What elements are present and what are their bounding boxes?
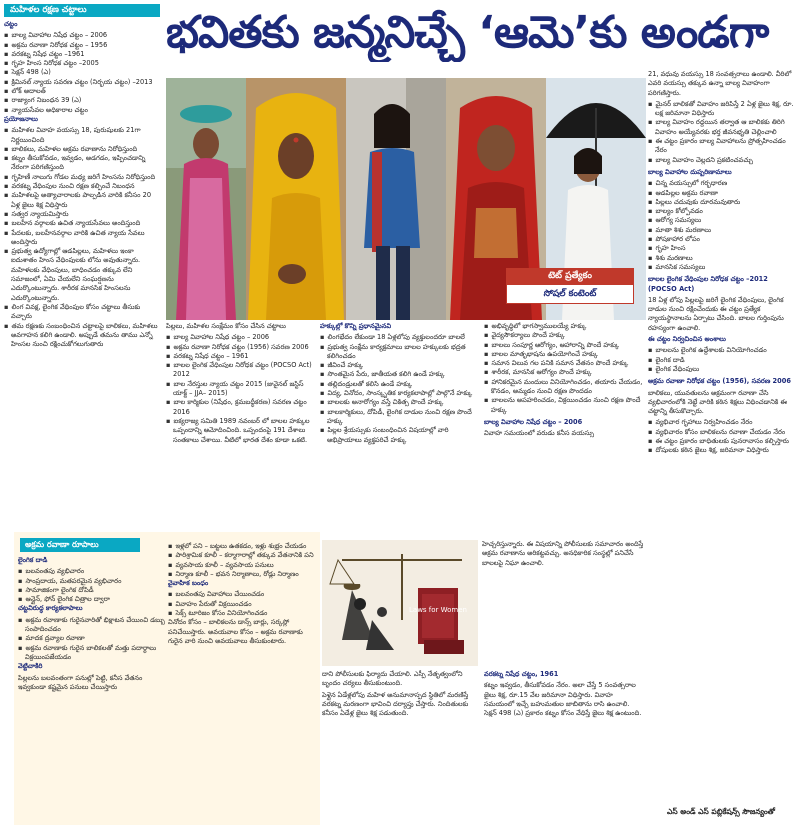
entertainment-organs-text: వినోదం కోసం – బాలికలను డాన్స్ బార్లు, సర్కస్లో పనిచేయిస్తారు. అవయవాల కోసం – అక్రమ రవాణాకు గురైన వారి నుంచి అవయవాలు తీసుకుంటారు. bbox=[168, 618, 303, 645]
welfare-law-list bbox=[166, 333, 316, 445]
list-item: ▪ పిల్లల శ్రేయస్సుకు సంబంధించిన విషయాల్లో వారి అభిప్రాయాలు వ్యక్తపరిచే హక్కు bbox=[320, 426, 480, 445]
photo-young-woman bbox=[346, 78, 446, 320]
rights-heading: హక్కుల్లో కొన్ని ప్రధానమైనవి bbox=[320, 322, 392, 330]
list-item: ▪ అభివృద్ధిలో భాగస్వాములయ్యే హక్కు bbox=[484, 322, 644, 331]
list-item: ▪ ప్రభుత్వ ఉద్యోగాల్లో ఆడపిల్లలు, మహిళలు ఇంకా ఐదుశాతం హింస వేధింపులకు లోను అవుతున్నారు. మహిళలకు వేధింపులు, బాధించడం తక్కువ లేని సమాజంలో, ఏమి చేయలేని సంఘర్షణను ఎదుర్కొంటున్నారు. శారీరక మానసిక హింసలను ఎదుర్కొంటున్నారు. bbox=[4, 247, 160, 303]
credit-line: ఎస్ అండ్ ఎస్ పబ్లికేషన్స్ సౌజన్యంతో bbox=[666, 807, 775, 816]
list-item: ▪ పారిశ్రామిక కూలీ – కర్మాగారాల్లో తక్కువ వేతనానికి పని bbox=[168, 551, 318, 560]
list-item: ▪ అక్రమ రవాణా నిరోధక చట్టం – 1956 bbox=[4, 41, 160, 50]
list-item: ▪ లింగభేదం లేకుండా 18 ఏళ్లలోపు వ్యక్తులందరూ బాలలే bbox=[320, 333, 480, 342]
list-item: ▪ న్యాయసేవల అధికారాల చట్టం bbox=[4, 106, 160, 115]
list-item: ▪ తమ రక్షణకు సంబంధించిన చట్టాలపై బాలికలు, మహిళలు అవగాహన కలిగి ఉండాలి. అప్పుడే తమను తాము ఎన్నో హింసల నుంచి రక్షించుకోగలుగుతారు bbox=[4, 322, 160, 350]
list-item: ▪ అక్రమ రవాణాకు గురైనవారితో భిక్షాటన చేయించి డబ్బు సంపాదించడం bbox=[18, 616, 166, 635]
list-item: ▪ మహిళలపై అత్యాచారాలకు పాల్పడిన వారికి కనీసం 20 ఏళ్ల జైలు శిక్ష విధిస్తారు bbox=[4, 191, 160, 210]
list-item: ▪ విద్య, వినోదం, సాంస్కృతిక కార్యకలాపాల్లో పాల్గొనే హక్కు bbox=[320, 389, 480, 398]
list-item: ▪ లింగ వివక్ష, లైంగిక వేధింపుల కోసం చట్టాలు తీసుకు వచ్చారు bbox=[4, 303, 160, 322]
extra-text: పెళ్లైన ఏడేళ్లలోపు మహిళ అనుమానాస్పద స్థితిలో మరణిస్తే వరకట్న మరణంగా భావించి దర్యాప్తు చేస్తారు. నిందితులకు కనీసం ఏడేళ్ల జైలు శిక్ష పడుతుంది. bbox=[322, 690, 469, 718]
list-item: ▪ బాల నేరస్తుల న్యాయ చట్టం 2015 (జువైనల్ జస్టిస్ యాక్ట్ – JJA– 2015) bbox=[166, 380, 316, 399]
list-item: ▪ మానసిక సమస్యలు bbox=[648, 263, 796, 272]
child-marriage-text: వివాహ సమయంలో వరుడు కనీస వయస్సు bbox=[484, 429, 595, 438]
list-item: ▪ అక్రమ రవాణాకు గురైన బాలికలతో మత్తు పదార్థాలు విక్రయింపజేయడం bbox=[18, 644, 166, 663]
column-5 bbox=[648, 70, 796, 802]
illegal-activities-list bbox=[18, 616, 166, 662]
list-item: ▪ బాలకార్మికులు, దోపిడీ, లైంగిక దాడుల నుంచి రక్షణ పొందే హక్కు bbox=[320, 408, 480, 427]
dowry-act-text: కట్నం ఇవ్వడం, తీసుకోవడం నేరం. అలా చేస్తే 5 సంవత్సరాల జైలు శిక్ష, రూ.15 వేల జరిమానా విధిస్తారు. వివాహ సమయంలో ఇచ్చే బహుమతుల జాబితాను రాసి ఉంచాలి. సెక్షన్ 498 (ఎ) ప్రకారం కట్నం కోసం వేధిస్తే జైలు శిక్ష ఉంటుంది. bbox=[484, 681, 642, 718]
bonded-labour-heading: వెట్టిచాకిరి bbox=[18, 662, 43, 671]
pocso-defined-heading: ఈ చట్టం నిర్వచించిన అంశాలు bbox=[648, 335, 726, 344]
list-item: ▪ సెక్షన్ 498 (ఎ) bbox=[4, 68, 160, 77]
tag-line-1: టెట్ ప్రత్యేకం bbox=[506, 268, 634, 284]
benefits-heading: ప్రయోజనాలు bbox=[4, 114, 38, 123]
bonded-labour-text: పిల్లలను బలవంతంగా పనుల్లో పెట్టి, కనీస వేతనం ఇవ్వకుండా కష్టమైన పనులు చేయిస్తారు bbox=[18, 673, 143, 691]
list-item: ▪ బాల్య వివాహం రద్దయిన తర్వాత ఆ బాలికకు తిరిగి వివాహం అయ్యేవరకు భర్త జీవనభృతి చెల్లించాలి bbox=[648, 118, 796, 137]
list-item: ▪ వ్యభిచార గృహాలు నిర్వహించడం నేరం bbox=[648, 418, 796, 427]
right-text-2: దాని పోలీసులకు ఫిర్యాదు చేయాలి. ఎస్పీ నేతృత్వంలోని బృందం చర్యలు తీసుకుంటుంది. bbox=[322, 670, 463, 688]
list-item: ▪ బాలలు సంపూర్ణ ఆరోగ్యం, ఆహారాన్ని పొందే హక్కు bbox=[484, 341, 644, 350]
list-item: ▪ వైద్యసౌకర్యాలు పొందే హక్కు bbox=[484, 331, 644, 340]
right-text-1: హెచ్చరిస్తున్నారు. ఈ విషయాన్ని పోలీసులకు సమాచారం అందిస్తే అక్రమ రవాణాను అరికట్టవచ్చు. అనధికారిక సంస్థల్లో పనిచేసే బాలలపై నిఘా ఉంచాలి. bbox=[482, 540, 644, 567]
consequences-heading: బాల్య వివాహాల దుష్పరిణామాలు bbox=[648, 167, 732, 176]
illustration-label: Laws for Women bbox=[409, 606, 467, 614]
list-item: ▪ సొంతమైన పేరు, జాతీయత కలిగి ఉండే హక్కు bbox=[320, 370, 480, 379]
column-1-intro: చట్టం bbox=[4, 20, 18, 28]
list-item: ▪ మహిళల వివాహ వయస్సు 18, పురుషులకు 21గా నిర్ణయించింది bbox=[4, 126, 160, 145]
illegal-activities-heading: చట్టవిరుద్ధ కార్యకలాపాలు bbox=[18, 604, 83, 613]
list-item: ▪ లైంగిక దాడి bbox=[648, 356, 796, 365]
list-item: ▪ ఆరోగ్య సమస్యలు bbox=[648, 216, 796, 225]
photo-woman-headload bbox=[166, 78, 246, 320]
list-item: ▪ బాల్యం కోల్పోవడం bbox=[648, 207, 796, 216]
list-item: ▪ వరకట్న నిషేధ చట్టం –1961 bbox=[4, 50, 160, 59]
list-item: ▪ మాతా శిశు మరణాలు bbox=[648, 226, 796, 235]
pocso-text: 18 ఏళ్ల లోపు పిల్లలపై జరిగే లైంగిక వేధింపులు, లైంగిక దాడుల నుంచి రక్షించేందుకు ఈ చట్టం ప్రత్యేక న్యాయస్థానాలను ఏర్పాటు చేసింది. బాలల గుర్తింపును రహస్యంగా ఉంచాలి. bbox=[648, 295, 784, 332]
list-item: ▪ గృహ హింస నిరోధక చట్టం –2005 bbox=[4, 59, 160, 68]
list-item: ▪ ఇళ్లలో పని – బట్టలు ఉతకడం, ఇళ్లు శుభ్రం చేయడం bbox=[168, 542, 318, 551]
list-item: ▪ బాల్య వివాహాల నిషేధ చట్టం – 2006 bbox=[166, 333, 316, 342]
list-item: ▪ హానికరమైన మందులు వినియోగించడం, తయారు చేయడం, కొనడం, అమ్మడం నుంచి రక్షణ పొందడం bbox=[484, 378, 644, 397]
dowry-act bbox=[484, 670, 644, 822]
sexual-abuse-heading: లైంగిక దాడి bbox=[18, 556, 48, 564]
list-item: ▪ బాలలను అపహరించడం, విక్రయించడం నుంచి రక్షణ పొందే హక్కు bbox=[484, 396, 644, 415]
list-item: ▪ శిశు మరణాలు bbox=[648, 254, 796, 263]
special-tag bbox=[506, 268, 634, 310]
pocso-heading: బాలల లైంగిక వేధింపుల నిరోధక చట్టం –2012 (POCSO Act) bbox=[648, 275, 768, 293]
trafficking-act-list bbox=[648, 418, 796, 455]
trafficking-box-left bbox=[18, 556, 166, 822]
list-item: ▪ శారీరక, మానసిక ఆరోగ్యం పొందే హక్కు bbox=[484, 368, 644, 377]
list-item: ▪ నిర్మాణ కూలీ – భవన నిర్మాణాలు, రోడ్లు నిర్మాణం bbox=[168, 570, 318, 579]
list-item: ▪ వరకట్న నిషేధ చట్టం – 1961 bbox=[166, 352, 316, 361]
trafficking-box-right-2 bbox=[322, 670, 482, 822]
justice-illustration bbox=[322, 540, 478, 666]
list-item: ▪ బాల కార్మికుల (నిషేధం, క్రమబద్ధీకరణ) సవరణ చట్టం 2016 bbox=[166, 398, 316, 417]
column-1 bbox=[4, 4, 160, 530]
list-item: ▪ బాలలను లైంగిక ఉద్దేశాలకు వినియోగించడం bbox=[648, 346, 796, 355]
list-item: ▪ చిన్న వయస్సులో గర్భధారణ bbox=[648, 179, 796, 188]
benefit-list bbox=[4, 126, 160, 349]
list-item: ▪ తల్లిదండ్రులతో కలిసి ఉండే హక్కు bbox=[320, 380, 480, 389]
column-2-lead: పిల్లలు, మహిళల సంక్షేమం కోసం చేసిన చట్టాలు bbox=[166, 322, 286, 330]
list-item: ▪ బాలల లైంగిక వేధింపుల నిరోధక చట్టం (POCSO Act) 2012 bbox=[166, 361, 316, 380]
sexual-abuse-list bbox=[18, 567, 166, 604]
list-item: ▪ క్రిమినల్ న్యాయ సవరణ చట్టం (నిర్భయ చట్టం) –2013 bbox=[4, 78, 160, 87]
consequences-list bbox=[648, 179, 796, 272]
list-item: ▪ సాంప్రదాయ, మతపరమైన వ్యభిచారం bbox=[18, 577, 166, 586]
list-item: ▪ సెక్స్ టూరిజం కోసం వినియోగించడం bbox=[168, 609, 318, 618]
marriage-rule-list bbox=[648, 100, 796, 165]
list-item: ▪ ప్రభుత్వ సంక్షేమ కార్యక్రమాలు బాలల హక్కులకు భద్రత కలిగించడం bbox=[320, 343, 480, 362]
trafficking-box-middle bbox=[168, 542, 318, 822]
list-item: ▪ మాదక ద్రవ్యాల రవాణా bbox=[18, 634, 166, 643]
list-item: ▪ రాజ్యాంగ నిబంధన 39 (ఎ) bbox=[4, 96, 160, 105]
list-item: ▪ మైనర్ బాలికతో వివాహం జరిపిస్తే 2 ఏళ్ల జైలు శిక్ష, రూ. లక్ష జరిమానా విధిస్తారు bbox=[648, 100, 796, 119]
trafficking-box-right-1 bbox=[482, 540, 646, 666]
labour-list bbox=[168, 542, 318, 579]
column-4 bbox=[484, 322, 644, 530]
list-item: ▪ లోక్ అదాలత్ bbox=[4, 87, 160, 96]
list-item: ▪ సామాజికంగా లైంగిక దోపిడీ bbox=[18, 586, 166, 595]
pocso-defined-list bbox=[648, 346, 796, 374]
law-list bbox=[4, 31, 160, 115]
list-item: ▪ బాలికలు, మహిళల అక్రమ రవాణాను నిరోధిస్తుంది bbox=[4, 145, 160, 154]
trafficking-box-heading: అక్రమ రవాణా రూపాలు bbox=[20, 538, 140, 552]
list-item: ▪ బలవంతపు వ్యభిచారం bbox=[18, 567, 166, 576]
list-item: ▪ గృహిణీ నాలుగు గోడల మధ్య జరిగే హింసను నిరోధిస్తుంది bbox=[4, 173, 160, 182]
list-item: ▪ ఆన్లైన్, ఫోన్ లైంగిక చిత్రాల ద్వారా bbox=[18, 595, 166, 604]
child-marriage-heading: బాల్య వివాహాల నిషేధ చట్టం – 2006 bbox=[484, 417, 583, 426]
list-item: ▪ పేదలకు, బలహీనవర్గాల వారికి ఉచిత న్యాయ సేవలు అందిస్తారు bbox=[4, 229, 160, 248]
list-item: ▪ లైంగిక వేధింపులు bbox=[648, 365, 796, 374]
marriage-bond-list bbox=[168, 590, 318, 618]
list-item: ▪ వివాహం పేరుతో విక్రయించడం bbox=[168, 600, 318, 609]
list-item: ▪ వరకట్న వేధింపుల నుంచి రక్షణ కల్పించే నిబంధన bbox=[4, 182, 160, 191]
marriage-bond-heading: వైవాహిక బంధం bbox=[168, 579, 209, 588]
photo-woman-yellow-saree bbox=[246, 78, 346, 320]
headline: భవితకు జన్మనిచ్చే ‘ఆమె’కు అండగా bbox=[166, 7, 769, 58]
list-item: ▪ బాల్య వివాహాల నిషేధ చట్టం – 2006 bbox=[4, 31, 160, 40]
trafficking-act-text: బాలికలు, యువతులను అక్రమంగా రవాణా చేసి వ్యభిచారంలోకి నెట్టే వారికి కఠిన శిక్షలు విధించడానికి ఈ చట్టాన్ని తీసుకొచ్చారు. bbox=[648, 388, 787, 416]
list-item: ▪ వ్యభిచారం కోసం బాలికలను రవాణా చేయడం నేరం bbox=[648, 428, 796, 437]
list-item: ▪ సమాన విలువ గల పనికి సమాన వేతనం పొందే హక్కు bbox=[484, 359, 644, 368]
list-item: ▪ ఈ చట్టం ప్రకారం బాధితులకు పునరావాసం కల్పిస్తారు bbox=[648, 437, 796, 446]
list-item: ▪ గృహ హింస bbox=[648, 244, 796, 253]
list-item: ▪ పోషకాహార లోపం bbox=[648, 235, 796, 244]
list-item: ▪ వ్యవసాయ కూలీ – వ్యవసాయ పనులు bbox=[168, 561, 318, 570]
column-5-text: 21, వధువు వయస్సు 18 సంవత్సరాలు ఉండాలి. వీరిలో ఎవరి వయస్సు తక్కువ ఉన్నా బాల్య వివాహంగా పరిగణిస్తారు. bbox=[648, 70, 792, 97]
list-item: ▪ పిల్లలు చదువుకు దూరమవుతారు bbox=[648, 198, 796, 207]
list-item: ▪ ఐక్యరాజ్య సమితి 1989 నవంబర్ లో బాలల హక్కుల ఒప్పందాన్ని ఆమోదించింది. ఒప్పందంపై 191 దేశాలు సంతకాలు చేశాయి. వీటిలో భారత దేశం కూడా ఒకటి. bbox=[166, 417, 316, 445]
list-item: ▪ బాలల మాతృభాషను ఉపయోగించే హక్కు bbox=[484, 350, 644, 359]
list-item: ▪ దోషులకు కఠిన జైలు శిక్ష, జరిమానా విధిస్తారు bbox=[648, 446, 796, 455]
list-item: ▪ ఈ చట్టం ప్రకారం బాల్య వివాహాలను ప్రోత్సహించడం నేరం bbox=[648, 137, 796, 156]
list-item: ▪ బాల్య వివాహం చెల్లదని ప్రకటించవచ్చు bbox=[648, 156, 796, 165]
list-item: ▪ బాలలకు అనారోగ్యం వస్తే చికిత్స పొందే హక్కు bbox=[320, 398, 480, 407]
tag-line-2: సోషల్ కంటెంట్ bbox=[506, 284, 634, 304]
list-item: ▪ ఆడపిల్లల అక్రమ రవాణా bbox=[648, 189, 796, 198]
rights-list-2 bbox=[484, 322, 644, 415]
list-item: ▪ కట్నం తీసుకోవడం, ఇవ్వడం, అడగడం, ఇప్పించడాన్ని నేరంగా పరిగణిస్తుంది bbox=[4, 154, 160, 173]
column-1-tab: మహిళల రక్షణ చట్టాలు bbox=[4, 4, 160, 17]
column-3 bbox=[320, 322, 480, 530]
rights-list bbox=[320, 333, 480, 445]
list-item: ▪ సత్వర న్యాయమిస్తారు bbox=[4, 210, 160, 219]
list-item: ▪ బలహీన వర్గాలకు ఉచిత న్యాయసేవలు అందిస్తుంది bbox=[4, 219, 160, 228]
list-item: ▪ జీవించే హక్కు bbox=[320, 361, 480, 370]
list-item: ▪ బలవంతపు వివాహాలు చేయించడం bbox=[168, 590, 318, 599]
dowry-act-heading: వరకట్న నిషేధ చట్టం, 1961 bbox=[484, 670, 559, 678]
column-2 bbox=[166, 322, 316, 530]
list-item: ▪ అక్రమ రవాణా నిరోధక చట్టం (1956) సవరణ 2006 bbox=[166, 343, 316, 352]
trafficking-act-heading: అక్రమ రవాణా నిరోధక చట్టం (1956), సవరణ 2006 bbox=[648, 377, 791, 386]
